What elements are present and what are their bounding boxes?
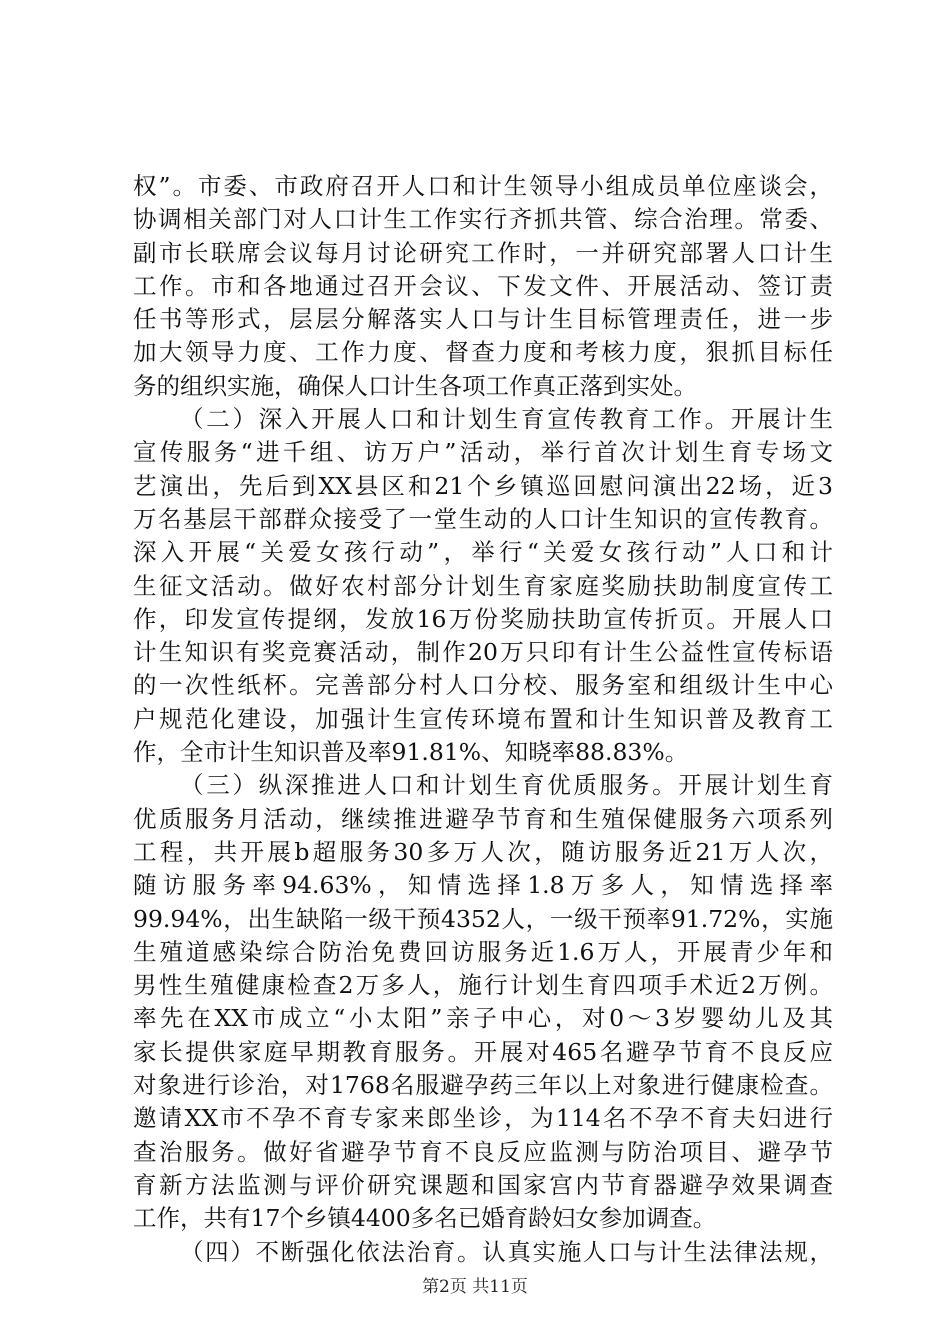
text-line: 计生知识有奖竞赛活动，制作20万只印有计生公益性宣传标语 bbox=[133, 638, 833, 667]
text-line: 生征文活动。做好农村部分计划生育家庭奖励扶助制度宣传工 bbox=[133, 571, 833, 600]
text-line: 深入开展“关爱女孩行动”，举行“关爱女孩行动”人口和计 bbox=[133, 538, 833, 567]
text-line: 户规范化建设，加强计生宣传环境布置和计生知识普及教育工 bbox=[133, 704, 833, 733]
text-line: 率先在XX市成立“小太阳”亲子中心，对0～3岁婴幼儿及其 bbox=[133, 1004, 833, 1033]
text-line: 男性生殖健康检查2万多人，施行计划生育四项手术近2万例。 bbox=[133, 971, 833, 1000]
page-number-label: 第2页 共11页 bbox=[422, 1277, 528, 1297]
page-footer bbox=[0, 1275, 950, 1299]
text-line: 加大领导力度、工作力度、督查力度和考核力度，狠抓目标任 bbox=[133, 338, 833, 367]
text-line: 99.94%，出生缺陷一级干预4352人，一级干预率91.72%，实施 bbox=[133, 904, 833, 933]
document-body bbox=[133, 170, 833, 1269]
text-line: 工作，共有17个乡镇4400多名已婚育龄妇女参加调查。 bbox=[133, 1204, 717, 1233]
text-line: 任书等形式，层层分解落实人口与计生目标管理责任，进一步 bbox=[133, 305, 833, 334]
text-line: 对象进行诊治，对1768名服避孕药三年以上对象进行健康检查。 bbox=[133, 1071, 833, 1100]
text-line: 宣传服务“进千组、访万户”活动，举行首次计划生育专场文 bbox=[133, 438, 833, 467]
text-line: 艺演出，先后到XX县区和21个乡镇巡回慰问演出22场，近3 bbox=[133, 471, 833, 500]
text-line: 家长提供家庭早期教育服务。开展对465名避孕节育不良反应 bbox=[133, 1037, 833, 1066]
text-line: 优质服务月活动，继续推进避孕节育和生殖保健服务六项系列 bbox=[133, 804, 833, 833]
text-line: 协调相关部门对人口计生工作实行齐抓共管、综合治理。常委、 bbox=[133, 205, 833, 234]
text-line: 生殖道感染综合防治免费回访服务近1.6万人，开展青少年和 bbox=[133, 937, 833, 966]
text-line: 的一次性纸杯。完善部分村人口分校、服务室和组级计生中心 bbox=[133, 671, 833, 700]
text-line: 作，全市计生知识普及率91.81%、知晓率88.83%。 bbox=[133, 738, 689, 767]
text-line: 工程，共开展b超服务30多万人次，随访服务近21万人次， bbox=[133, 837, 833, 866]
text-line: 查治服务。做好省避孕节育不良反应监测与防治项目、避孕节 bbox=[133, 1137, 833, 1166]
paragraph-heading-line: （三）纵深推进人口和计划生育优质服务。开展计划生育 bbox=[180, 771, 833, 800]
text-line: 作，印发宣传提纲，发放16万份奖励扶助宣传折页。开展人口 bbox=[133, 604, 833, 633]
paragraph-heading-line: （四）不断强化依法治育。认真实施人口与计生法律法规， bbox=[180, 1237, 833, 1266]
text-line: 邀请XX市不孕不育专家来郎坐诊，为114名不孕不育夫妇进行 bbox=[133, 1104, 833, 1133]
text-line: 育新方法监测与评价研究课题和国家宫内节育器避孕效果调查 bbox=[133, 1170, 833, 1199]
paragraph-heading-line: （二）深入开展人口和计划生育宣传教育工作。开展计生 bbox=[180, 405, 833, 434]
text-line: 副市长联席会议每月讨论研究工作时，一并研究部署人口计生 bbox=[133, 238, 833, 267]
text-line: 权”。市委、市政府召开人口和计生领导小组成员单位座谈会， bbox=[133, 172, 833, 200]
text-line: 工作。市和各地通过召开会议、下发文件、开展活动、签订责 bbox=[133, 271, 833, 300]
text-line: 务的组织实施，确保人口计生各项工作真正落到实处。 bbox=[133, 371, 697, 400]
text-line: 万名基层干部群众接受了一堂生动的人口计生知识的宣传教育。 bbox=[133, 504, 833, 533]
text-line: 随访服务率94.63%，知情选择1.8万多人，知情选择率 bbox=[133, 871, 833, 900]
